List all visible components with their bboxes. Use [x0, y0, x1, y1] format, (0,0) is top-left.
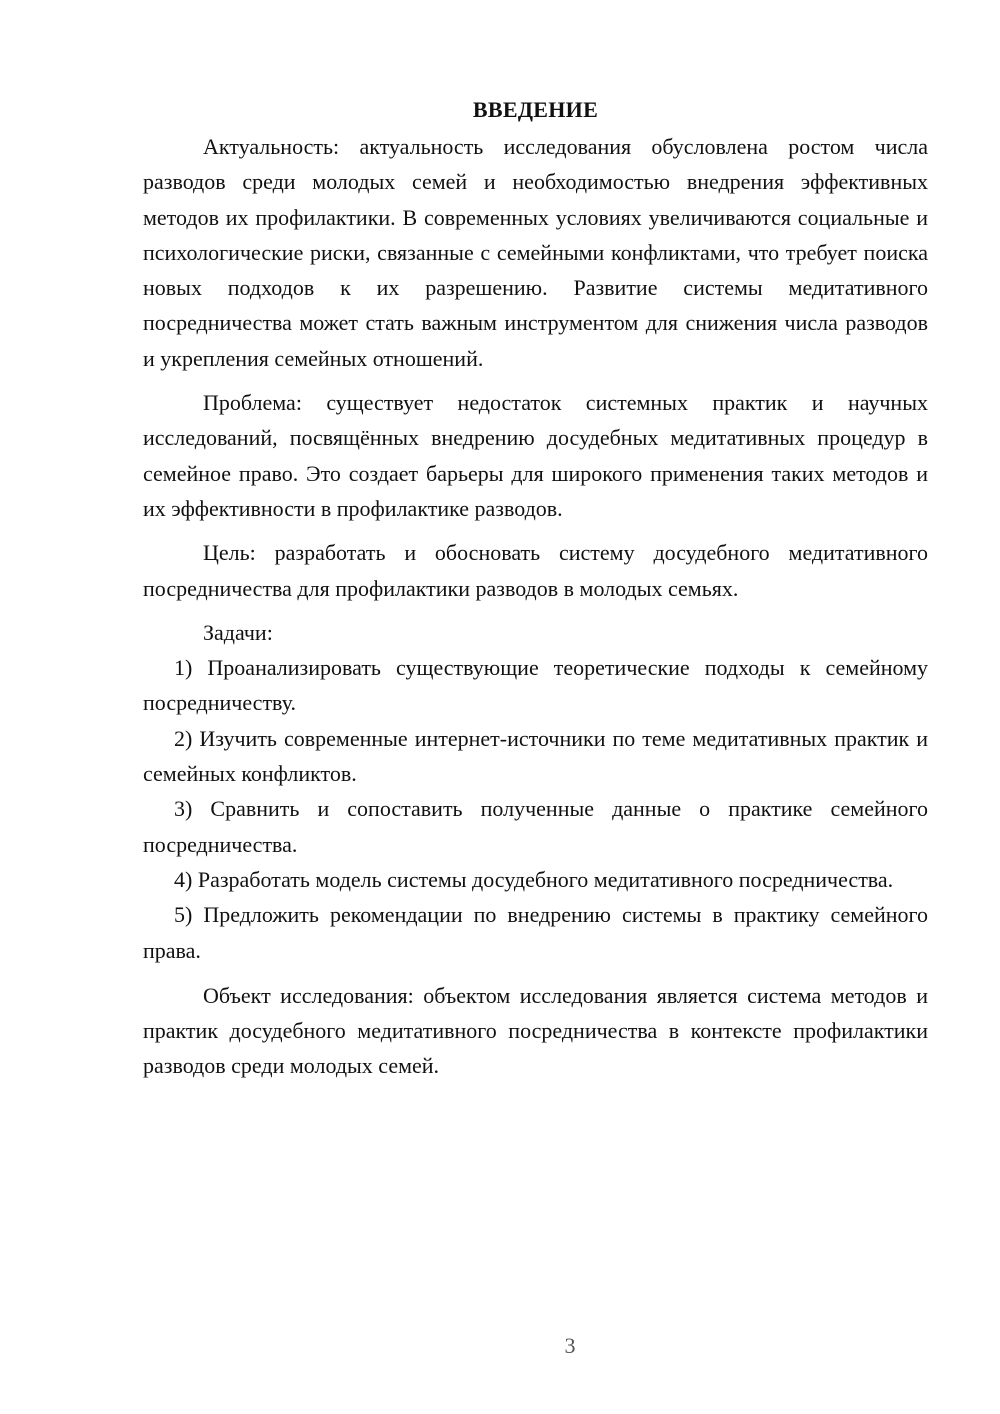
page-body [143, 93, 928, 1084]
task-text: Сравнить и сопоставить полученные данные о практике семейного посредничества. [143, 796, 929, 857]
task-number: 2) [174, 725, 193, 751]
task-text: Проанализировать существующие теоретические подходы к семейному посредничеству. [143, 655, 929, 716]
task-item [143, 897, 928, 968]
task-number: 3) [174, 796, 193, 822]
relevance-paragraph: Актуальность: актуальность исследования обусловлена ростом числа разводов среди молодых семей и необходимостью внедрения эффективных методов их профилактики. В современных условиях увеличиваются социальные и психологические риски, связанные с семейными конфликтами, что требует поиска новых подходов к их разрешению. Развитие системы медитативного посредничества может стать важным инструментом для снижения числа разводов и укрепления семейных отношений. [143, 134, 928, 371]
object-paragraph: Объект исследования: объектом исследования является система методов и практик досудебного медитативного посредничества в контексте профилактики разводов среди молодых семей. [143, 982, 928, 1079]
tasks-label: Задачи: [203, 619, 273, 645]
task-number: 1) [174, 655, 193, 681]
task-number: 4) [174, 866, 193, 892]
problem-paragraph: Проблема: существует недостаток системных практик и научных исследований, посвящённых внедрению досудебных медитативных процедур в семейное право. Это создает барьеры для широкого применения таких методов и их эффективности в профилактике разводов. [143, 390, 928, 521]
task-item [143, 791, 928, 862]
task-text: Предложить рекомендации по внедрению системы в практику семейного права. [143, 902, 929, 963]
task-item [143, 862, 928, 897]
task-item [143, 650, 928, 721]
task-text: Изучить современные интернет-источники по теме медитативных практик и семейных конфликтов. [143, 725, 929, 787]
section-heading: ВВЕДЕНИЕ [472, 97, 599, 122]
page-number: 3 [564, 1333, 576, 1358]
task-item [143, 721, 928, 792]
tasks-list [143, 650, 928, 968]
goal-paragraph: Цель: разработать и обосновать систему досудебного медитативного посредничества для профилактики разводов в молодых семьях. [143, 540, 928, 601]
task-number: 5) [174, 902, 193, 928]
task-text: Разработать модель системы досудебного медитативного посредничества. [197, 866, 894, 892]
